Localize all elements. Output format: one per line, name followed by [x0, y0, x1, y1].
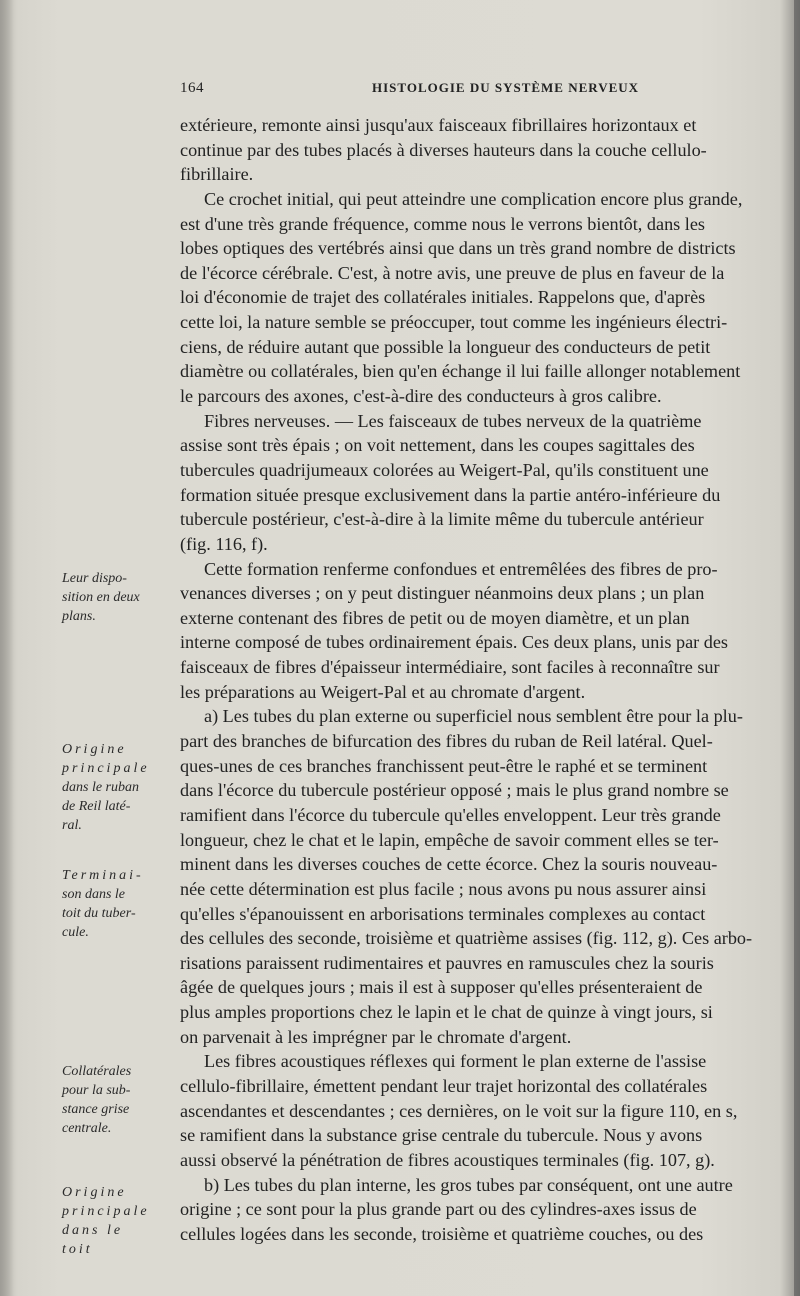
body-line: continue par des tubes placés à diverses hauteurs dans la couche cellulo- [180, 139, 707, 160]
body-line: on parvenait à les imprégner par le chromate d'argent. [180, 1026, 572, 1047]
body-line: se ramifient dans la substance grise centrale du tubercule. Nous y avons [180, 1125, 703, 1146]
margin-note-line: pour la sub- [62, 1083, 131, 1098]
body-line: diamètre ou collatérales, bien qu'en échange il lui faille allonger notablement [180, 361, 741, 382]
body-line: formation située presque exclusivement dans la partie antéro-inférieure du [180, 484, 721, 505]
margin-note-line: son dans le [62, 887, 125, 902]
body-line: Ce crochet initial, qui peut atteindre une complication encore plus grande, [204, 188, 743, 209]
body-line: Fibres nerveuses. — Les faisceaux de tubes nerveux de la quatrième [204, 410, 702, 431]
body-line: origine ; ce sont pour la plus grande part ou des cylindres-axes issus de [180, 1199, 697, 1220]
margin-note-line: Terminai- [62, 868, 144, 883]
body-line: ciens, de réduire autant que possible la longueur des conducteurs de petit [180, 336, 711, 357]
body-line: ascendantes et descendantes ; ces dernières, on le voit sur la figure 110, en s, [180, 1100, 738, 1121]
margin-note-disposition [62, 569, 158, 626]
body-line: ques-unes de ces branches franchissent peut-être le raphé et se terminent [180, 755, 708, 776]
body-line: risations paraissent rudimentaires et pauvres en ramuscules chez la souris [180, 952, 714, 973]
margin-note-origine-toit [62, 1183, 158, 1259]
margin-note-line: ral. [62, 818, 82, 833]
margin-note-line: plans. [62, 609, 96, 624]
body-line: le parcours des axones, c'est-à-dire des conducteurs à gros calibre. [180, 386, 662, 407]
margin-note-line: dans le toit [62, 1223, 124, 1257]
body-line: dans l'écorce du tubercule postérieur opposé ; mais le plus grand nombre se [180, 780, 729, 801]
margin-note-line: principale [62, 761, 150, 776]
body-line: Cette formation renferme confondues et entremêlées des fibres de pro- [204, 558, 718, 579]
page-header [180, 78, 760, 100]
margin-note-origine [62, 740, 158, 835]
margin-note-line: Leur dispo- [62, 571, 127, 586]
body-line: ramifient dans l'écorce du tubercule qu'elles enveloppent. Leur très grande [180, 804, 721, 825]
body-line: des cellules des seconde, troisième et quatrième assises (fig. 112, g). Ces arbo- [180, 928, 753, 949]
body-line: plus amples proportions chez le lapin et le chat de quinze à vingt jours, si [180, 1002, 713, 1023]
body-line: âgée de quelques jours ; mais il est à supposer qu'elles présenteraient de [180, 977, 703, 998]
margin-note-line: Collatérales [62, 1064, 132, 1079]
margin-note-line: centrale. [62, 1121, 112, 1136]
body-line: extérieure, remonte ainsi jusqu'aux faisceaux fibrillaires horizontaux et [180, 115, 697, 135]
margin-note-collaterales [62, 1062, 158, 1138]
body-line: faisceaux de fibres d'épaisseur intermédiaire, sont faciles à reconnaître sur [180, 657, 720, 678]
body-line: de l'écorce cérébrale. C'est, à notre avis, une preuve de plus en faveur de la [180, 262, 725, 283]
margin-note-line: toit du tuber- [62, 906, 136, 921]
body-line: tubercules quadrijumeaux colorées au Weigert-Pal, qu'ils constituent une [180, 459, 709, 480]
margin-note-terminaison [62, 866, 158, 942]
body-line: les préparations au Weigert-Pal et au chromate d'argent. [180, 681, 586, 702]
body-line: minent dans les diverses couches de cette écorce. Chez la souris nouveau- [180, 854, 718, 875]
body-line: cellulo-fibrillaire, émettent pendant leur trajet horizontal des collatérales [180, 1075, 708, 1096]
running-title: HISTOLOGIE DU SYSTÈME NERVEUX [372, 80, 640, 95]
body-line: tubercule postérieur, c'est-à-dire à la limite même du tubercule antérieur [180, 509, 704, 530]
body-line: externe contenant des fibres de petit ou de moyen diamètre, et un plan [180, 607, 690, 628]
body-line: part des branches de bifurcation des fibres du ruban de Reil latéral. Quel- [180, 731, 713, 752]
body-line: Les fibres acoustiques réflexes qui forment le plan externe de l'assise [204, 1051, 707, 1072]
body-line: loi d'économie de trajet des collatérales initiales. Rappelons que, d'après [180, 287, 706, 308]
body-line: venances diverses ; on y peut distinguer néanmoins deux plans ; un plan [180, 583, 705, 604]
body-line: assise sont très épais ; on voit nettement, dans les coupes sagittales des [180, 435, 695, 456]
body-line: (fig. 116, f). [180, 533, 268, 554]
body-line: b) Les tubes du plan interne, les gros tubes par conséquent, ont une autre [204, 1174, 733, 1195]
margin-note-line: sition en deux [62, 590, 140, 605]
page-edge [794, 0, 800, 1296]
margin-note-line: principale [62, 1204, 150, 1219]
body-line: est d'une très grande fréquence, comme nous le verrons bientôt, dans les [180, 213, 705, 234]
margin-note-line: stance grise [62, 1102, 130, 1117]
gutter-shadow [0, 0, 14, 1296]
body-line: qu'elles s'épanouissent en arborisations terminales complexes au contact [180, 903, 706, 924]
page-number: 164 [180, 80, 204, 96]
margin-note-line: de Reil laté- [62, 799, 131, 814]
body-line: fibrillaire. [180, 164, 254, 185]
body-line: longueur, chez le chat et le lapin, empêche de savoir comment elles se ter- [180, 829, 719, 850]
body-line: cellules logées dans les seconde, troisième et quatrième couches, ou des [180, 1223, 704, 1244]
body-text [180, 113, 756, 1246]
margin-note-line: cule. [62, 925, 89, 940]
body-line: interne composé de tubes ordinairement épais. Ces deux plans, unis par des [180, 632, 729, 653]
body-line: aussi observé la pénétration de fibres acoustiques terminales (fig. 107, g). [180, 1149, 715, 1170]
body-line: née cette détermination est plus facile ; nous avons pu nous assurer ainsi [180, 878, 707, 899]
margin-note-line: Origine [62, 1185, 127, 1200]
margin-note-line: Origine [62, 742, 127, 757]
body-line: a) Les tubes du plan externe ou superficiel nous semblent être pour la plu- [204, 706, 743, 727]
body-line: cette loi, la nature semble se préoccuper, tout comme les ingénieurs électri- [180, 312, 728, 333]
body-line: lobes optiques des vertébrés ainsi que dans un très grand nombre de districts [180, 238, 736, 259]
margin-note-line: dans le ruban [62, 780, 139, 795]
